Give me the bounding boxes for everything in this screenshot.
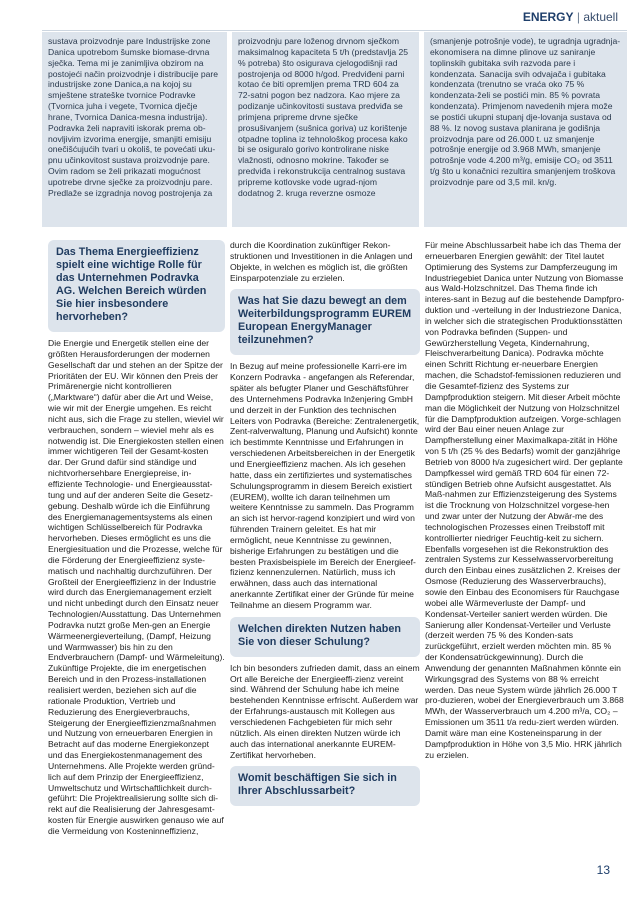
question-box-1: [48, 240, 225, 332]
answer-2-text: In Bezug auf meine professionelle Karri-ere im Konzern Podravka - angefangen als Referendar, später als befugter Planer und Geschäftsführer des Unternehmens Podravka Inženjering GmbH und derzeit in der Funktion des technischen Leiters von Podravka (Bereiche: Zentralenergetik, Zent-ralverwaltung, Planung und Aufsicht) konnte ich bestimmte Kenntnisse und Erfahrungen in verschiedenen Arbeitsbereichen in der Energetik und Energieeffizienz machen. Als ich gesehen hatte, dass ein zertifiziertes und systematisches Schulungsprogramm in diesem Bereich existiert (EUREM), wollte ich daran teilnehmen um weitere Kenntnisse zu sammeln. Das Programm an sich ist hervor-ragend konzipiert und wird von führenden Trainern geleitet. Es hat mir ermöglicht, neue Kenntnisse zu gewinnen, bisherige Erfahrungen zu bestätigen und die besten Praxisbeispiele im Bereich der Energieef-fizienz kennenzulernen. Natürlich, muss ich erwähnen, dass auch das international anerkannte Zertifikat einer der Gründe für meine Teilnahme an diesem Programm war.: [230, 361, 420, 610]
header-separator: |: [573, 10, 584, 24]
question-3: Welchen direkten Nutzen haben Sie von dieser Schulung?: [238, 622, 401, 648]
article-column-1: [48, 240, 225, 898]
header-section: ENERGY: [522, 10, 574, 24]
summary-column-1: [42, 32, 227, 227]
question-2: Was hat Sie dazu bewegt an dem Weiterbildungsprogramm EUREM European EnergyManager teilzunehmen?: [238, 295, 412, 347]
page-header: [523, 10, 618, 24]
page-number: 13: [596, 863, 610, 877]
question-4: Womit beschäftigen Sie sich in Ihrer Abschlussarbeit?: [238, 772, 397, 798]
summary-text-1: sustava proizvodnje pare Industrijske zone Danica upotrebom šumske biomase-drvna sječka. Tema mi je zanimljiva obzirom na postojeći način proizvodnje i distribucije pare industrijske zone Danica,a na kojoj su smještene strateške tvornice Podravke (Tvornica juha i vegete, Tvornica dječje hrane, Tvornica Danica-mesna industrija). Podravka želi napraviti iskorak prema ob-novljivim izvorima energije, smanjiti emisiju onečišćujućih tvari u okoliš, te povećati uku-pnu učinkovitost sustava proizvodnje pare. Ovim radom se želi prikazati mogućnost upotrebe drvne sječke za proizvodnju pare. Predlaže se izgradnja novog postrojenja za: [48, 36, 219, 198]
summary-text-2: proizvodnju pare loženog drvnom sječkom maksimalnog kapaciteta 5 t/h (predstavlja 25 % potreba) što osigurava cjelogodišnji rad postrojenja od 8000 h/god. Predviđeni parni kotao će biti opremljen prema TRD 604 za 72-satni pogon bez nadzora. Kao mjere za podizanje učinkovitosti sustava predviđa se primjena pripreme drvne sječke prosušivanjem (sušnica goriva) uz korištenje otpadne toplina iz tehnološkog procesa kako bi se osiguralo gorivo kontrolirane niske vlažnosti, odnosno mokrine. Također se predviđa i rekonstrukcija centralnog sustava pripreme kotlovske vode ugrad-njom dodatnog 2. kruga reverzne osmoze: [238, 36, 409, 198]
question-1: Das Thema Energieeffizienz spielt eine wichtige Rolle für das Unternehmen Podravka AG. Welchen Bereich würden Sie hier insbesondere hervorheben?: [56, 246, 207, 323]
summary-column-2: [232, 32, 419, 227]
question-box-4: [230, 766, 420, 806]
question-box-2: [230, 289, 420, 355]
answer-3-text: Ich bin besonders zufrieden damit, dass an einem Ort alle Bereiche der Energieeffi-zienz vereint sind. Während der Schulung habe ich meine bestehenden Kenntnisse erfrischt. Außerdem war der Erfahrungs-austausch mit Kollegen aus verschiedenen Fachgebieten für mich sehr nützlich. Als einen direkten Nutzen würde ich auch das international anerkannte EUREM-Zertifikat hervorheben.: [230, 662, 420, 760]
header-category: aktuell: [583, 10, 618, 24]
article-column-3: [425, 240, 625, 850]
summary-column-3: [424, 32, 627, 227]
answer-1-text: Die Energie und Energetik stellen eine der größten Herausforderungen der modernen Gesellschaft dar und stehen an der Spitze der Prioritäten der EU. Wir können den Preis der Primärenergie nicht kontrollieren („Marktware“) dafür aber die Art und Weise, wie wir mit der Energie umgehen. Es reicht nicht aus, sich die Frage zu stellen, wieviel wir verbrauchen, sondern – wieviel mehr als es notwendig ist. Die Energiekosten stellen einen immer wichtigeren Teil der Gesamt-kosten dar. Der Grund dafür sind ständige und nichtvorhersehbare Energiepreise, in-effiziente Technologie- und Energieausstat-tung und auf der anderen Seite die Gesetz-gebung. Deshalb würde ich die Einführung des Energiemanagementsystems als einen wichtigen Schlüsselbereich für Podravka hervorheben. Dieses ermöglicht es uns die Energiesituation und die Prozesse, welche für die Förderung der Energieeffizienz syste-matisch und nachhaltig durchzuführen. Der Großteil der Energieeffizienz in der Industrie wird durch das Energiemanagement erzielt und nicht unbedingt durch den Einsatz neuer Technologien/Ausstattung. Das Unternehmen Podravka nutzt große Men-gen an Energie Wärmeenergieverteilung, (Dampf, Heizung und Warmwasser) bis hin zu den Endverbrauchern (Dampf- und Wärmeleitung). Zukünftige Projekte, die im energetischen Bereich und in den Prozess-installationen realisiert werden, beziehen sich auf die rationale Produktion, Vertrieb und Reduzierung des Energieverbrauchs, Steigerung der Energieeffizienzmaßnahmen und Nutzung von erneuerbaren Energien in Betracht auf das moderne Energiekonzept und das Energiekostenmanagement des Unternehmens. Alle Projekte werden gründ-lich auf dem Prinzip der Energieeffizienz, Umweltschutz und Wirtschaftlichkeit durch-geführt: Die Projektrealisierung sollte sich di-rekt auf die Realisierung der Jahresgesamt-kosten für Energie auswirken genauso wie auf die Vermeidung von Kosteninneffizienz,: [48, 338, 225, 836]
answer-4-text: Für meine Abschlussarbeit habe ich das Thema der erneuerbaren Energien gewählt: der Titel lautet Optimierung des Systems zur Dampferzeugung im Industriegebiet Danica unter Nutzung von Biomasse aus Wald-Holzschnitzel. Das Thema finde ich interes-sant in Bezug auf die bestehende Dampfpro-duktion und -verteilung in der Industriezone Danica, in welcher sich die strategischen Produktionsstätten von Podravka befinden (Suppen- und Gewürzherstellung Vegeta, Kindernahrung, Fleischverarbeitung Danica). Podravka möchte einen Schritt Richtung er-neuerbare Energien machen, die Schadstof-femissionen reduzieren und die Gesamtef-fizienz des Systems zur Dampfproduktion steigern. Mit dieser Arbeit möchte man die Möglichkeit der Nutzung von Holzschnitzel für die Dampfproduktion aufzeigen. Vorge-schlagen wird der Bau einer neuen Anlage zur Dampfherstellung einer Maximalkapa-zität in Höhe von 5 t/h (25 % des Bedarfs) womit der ganzjährige Betrieb von 8000 h/a zugesichert wird. Der geplante Dampfkessel wird gemäß TRD 604 für einen 72-stündigen Betrieb ohne Aufsicht ausgestattet. Als Maß-nahmen zur Effizienzsteigerung des Systems ist die Trocknung von Holzschnitzel vorgese-hen und zwar unter der Nutzung der Abwär-me des technologischen Prozesses einen Treibstoff mit kontrollierter niedriger Feuchtig-keit zu sichern. Ebenfalls vorgesehen ist die Rekonstruktion des zentralen Systems zur Kesselwasservorbereitung durch den Einbau eines zusätzlichen 2. Kreises der Osmose (Reduzierung des Wasserverbrauchs), sowie den Einbau des Economisers für Rauchgase wobei alle Wärmeverluste der Dampf- und Kondensat-Verteiler saniert werden würden. Die Sanierung aller Kondensat-Verteiler und Verluste (derzeit werden 75 % des Konden-sats zurückgeführt, erzielt werden möchten min. 85 % der Kondensatrückgewinnung). Durch die Anwendung der genannten Maßnahmen könnte ein Wirkungsgrad des Systems von 88 % erreicht werden. Das neue System würde jährlich 26.000 T pro-duzieren, wobei der Energieverbrauch um 3.868 MWh, der Wasserverbrauch um 4.200 m³/a, CO₂ –Emissionen um 3511 t/a redu-ziert werden würden. Damit wäre man eine Kosteneinsparung in der Dampfproduktion in Höhe von 3,5 Mio. HRK jährlich zu erzielen.: [425, 240, 625, 760]
header-rule: [42, 30, 627, 31]
answer-1-continued: durch die Koordination zukünftiger Rekon-struktionen und Investitionen in die Anlagen und Objekte, in welchen es möglich ist, die größten Einsparpotenziale zu erzielen.: [230, 240, 413, 283]
question-box-3: [230, 617, 420, 657]
summary-text-3: (smanjenje potrošnje vode), te ugradnja ugradnja-ekonomisera na dimne plinove uz saniranje toplinskih gubitaka svih razvoda pare i kondenzata. Sanacija svih odvajača i gubitaka kondenzata (trenutno se vraća oko 75 % kondenzata-želi se postići min. 85 % povrata kondenzata). Primjenom navedenih mjera može se postići ukupni stupanj dje-lovanja sustava od 88 %. Iz novog sustava planirana je godišnja proizvodnja pare od 26.000 t. uz smanjenje potrošnje energije od 3.968 MWh, smanjenje potrošnje vode 4.200 m³/g, emisije CO₂ od 3511 t/g što u konačnici rezultira smanjenjem troškova proizvodnje pare od 3,5 mil. kn/g.: [430, 36, 621, 187]
article-column-2: [230, 240, 420, 898]
